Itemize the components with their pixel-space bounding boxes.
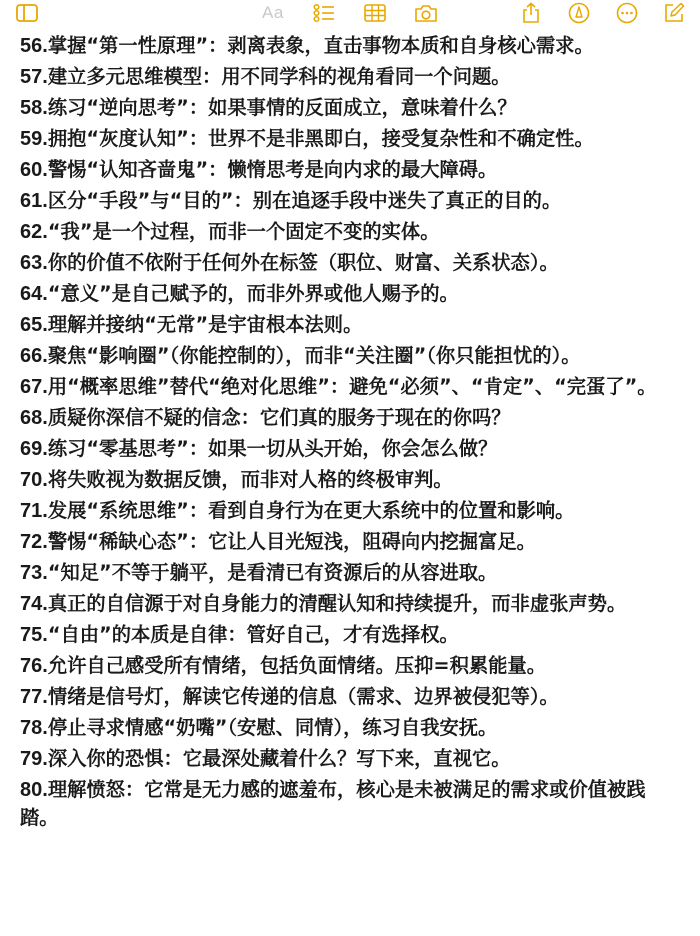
- note-line: [20, 497, 684, 525]
- item-text: 停止寻求情感“奶嘴”（安慰、同情），练习自我安抚。: [47, 716, 498, 739]
- note-line: [20, 652, 684, 680]
- item-text: 理解愤怒：它常是无力感的遮羞布，核心是未被满足的需求或价值被践踏。: [20, 778, 646, 829]
- item-text: 真正的自信源于对自身能力的清醒认知和持续提升，而非虚张声势。: [47, 592, 627, 615]
- item-text: 练习“零基思考”：如果一切从头开始，你会怎么做？: [47, 437, 498, 460]
- note-line: [20, 32, 684, 60]
- note-line: [20, 218, 684, 246]
- item-number: 70.: [20, 469, 48, 491]
- note-line: [20, 404, 684, 432]
- item-text: 将失败视为数据反馈，而非对人格的终极审判。: [47, 468, 453, 491]
- note-line: [20, 528, 684, 556]
- checklist-icon[interactable]: [311, 2, 337, 24]
- item-text: 情绪是信号灯，解读它传递的信息（需求、边界被侵犯等）。: [47, 685, 559, 708]
- item-number: 79.: [20, 748, 48, 770]
- camera-icon[interactable]: [413, 2, 439, 24]
- item-number: 57.: [20, 66, 48, 88]
- note-line: [20, 435, 684, 463]
- item-text: 质疑你深信不疑的信念：它们真的服务于现在的你吗？: [47, 406, 511, 429]
- item-number: 66.: [20, 345, 48, 367]
- note-line: [20, 311, 684, 339]
- notes-toolbar: [0, 0, 700, 30]
- format-aa-button[interactable]: Aa: [262, 3, 284, 22]
- table-icon[interactable]: [362, 2, 388, 24]
- item-text: 深入你的恐惧：它最深处藏着什么？写下来，直视它。: [47, 747, 511, 770]
- item-number: 64.: [20, 283, 48, 305]
- item-text: 聚焦“影响圈”（你能控制的），而非“关注圈”（你只能担忧的）。: [47, 344, 581, 367]
- item-number: 61.: [20, 190, 48, 212]
- item-number: 78.: [20, 717, 48, 739]
- item-number: 80.: [20, 779, 48, 801]
- note-line: [20, 280, 684, 308]
- item-number: 67.: [20, 376, 48, 398]
- note-line: [20, 745, 684, 773]
- item-number: 63.: [20, 252, 48, 274]
- item-text: 用“概率思维”替代“绝对化思维”：避免“必须”、“肯定”、“完蛋了”。: [47, 375, 657, 398]
- item-number: 76.: [20, 655, 48, 677]
- item-number: 77.: [20, 686, 48, 708]
- item-number: 59.: [20, 128, 48, 150]
- item-number: 72.: [20, 531, 48, 553]
- item-number: 62.: [20, 221, 48, 243]
- item-text: “我”是一个过程，而非一个固定不变的实体。: [47, 220, 440, 243]
- item-text: 建立多元思维模型：用不同学科的视角看同一个问题。: [47, 65, 511, 88]
- note-line: [20, 187, 684, 215]
- item-text: 练习“逆向思考”：如果事情的反面成立，意味着什么？: [47, 96, 517, 119]
- note-line: [20, 621, 684, 649]
- item-number: 69.: [20, 438, 48, 460]
- note-line: [20, 156, 684, 184]
- item-number: 65.: [20, 314, 48, 336]
- note-line: [20, 63, 684, 91]
- share-icon[interactable]: [518, 2, 544, 24]
- item-text: “意义”是自己赋予的，而非外界或他人赐予的。: [47, 282, 459, 305]
- note-line: [20, 94, 684, 122]
- more-icon[interactable]: [614, 2, 640, 24]
- item-number: 56.: [20, 35, 48, 57]
- item-text: 警惕“认知吝啬鬼”：懒惰思考是向内求的最大障碍。: [47, 158, 498, 181]
- note-line: [20, 683, 684, 711]
- note-line: [20, 249, 684, 277]
- item-text: 警惕“稀缺心态”：它让人目光短浅，阻碍向内挖掘富足。: [47, 530, 536, 553]
- note-line: [20, 714, 684, 742]
- note-line: [20, 373, 684, 401]
- item-text: 发展“系统思维”：看到自身行为在更大系统中的位置和影响。: [47, 499, 575, 522]
- sidebar-icon[interactable]: [14, 2, 40, 24]
- note-line: [20, 342, 684, 370]
- item-text: 拥抱“灰度认知”：世界不是非黑即白，接受复杂性和不确定性。: [47, 127, 594, 150]
- item-text: 区分“手段”与“目的”：别在追逐手段中迷失了真正的目的。: [47, 189, 562, 212]
- item-number: 71.: [20, 500, 48, 522]
- item-text: 掌握“第一性原理”：剥离表象，直击事物本质和自身核心需求。: [47, 34, 594, 57]
- item-number: 68.: [20, 407, 48, 429]
- item-text: 你的价值不依附于任何外在标签（职位、财富、关系状态）。: [47, 251, 559, 274]
- note-line: [20, 776, 684, 832]
- item-text: “自由”的本质是自律：管好自己，才有选择权。: [47, 623, 459, 646]
- item-number: 73.: [20, 562, 48, 584]
- item-number: 58.: [20, 97, 48, 119]
- item-text: 理解并接纳“无常”是宇宙根本法则。: [47, 313, 363, 336]
- item-text: “知足”不等于躺平，是看清已有资源后的从容进取。: [47, 561, 498, 584]
- compose-icon[interactable]: [661, 2, 687, 24]
- item-number: 60.: [20, 159, 48, 181]
- markup-icon[interactable]: [566, 2, 592, 24]
- note-line: [20, 466, 684, 494]
- note-line: [20, 559, 684, 587]
- item-text: 允许自己感受所有情绪，包括负面情绪。压抑=积累能量。: [47, 654, 546, 677]
- note-line: [20, 590, 684, 618]
- item-number: 74.: [20, 593, 48, 615]
- item-number: 75.: [20, 624, 48, 646]
- note-line: [20, 125, 684, 153]
- note-body[interactable]: [20, 32, 684, 835]
